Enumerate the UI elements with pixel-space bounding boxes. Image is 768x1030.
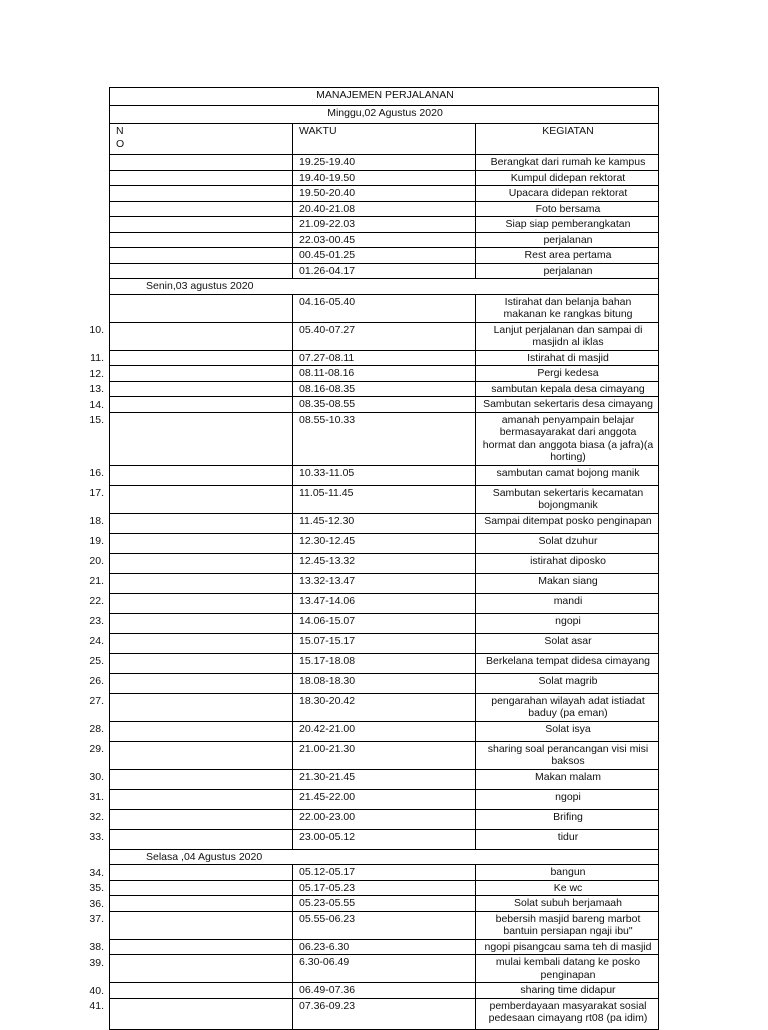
cell-waktu: 21.00-21.30 xyxy=(293,741,476,769)
cell-no xyxy=(110,939,293,955)
row-number: 21. xyxy=(89,575,104,587)
cell-waktu: 21.09-22.03 xyxy=(293,217,476,233)
cell-kegiatan: pemberdayaan masyarakat sosial pedesaan cimayang rt08 (pa idim) xyxy=(476,998,659,1029)
cell-no xyxy=(110,186,293,202)
row-number: 27. xyxy=(89,695,104,707)
cell-waktu: 13.47-14.06 xyxy=(293,593,476,613)
table-row xyxy=(110,741,659,769)
row-number: 22. xyxy=(89,595,104,607)
table-row xyxy=(110,693,659,721)
cell-kegiatan: istirahat diposko xyxy=(476,553,659,573)
table-row xyxy=(110,721,659,741)
cell-kegiatan: sambutan camat bojong manik xyxy=(476,465,659,485)
cell-no xyxy=(110,809,293,829)
cell-no xyxy=(110,485,293,513)
cell-waktu: 12.45-13.32 xyxy=(293,553,476,573)
cell-waktu: 12.30-12.45 xyxy=(293,533,476,553)
row-number: 20. xyxy=(89,555,104,567)
cell-waktu: 14.06-15.07 xyxy=(293,613,476,633)
header-no-line2: O xyxy=(116,137,125,150)
cell-waktu: 22.00-23.00 xyxy=(293,809,476,829)
cell-waktu: 21.30-21.45 xyxy=(293,769,476,789)
cell-kegiatan: Solat magrib xyxy=(476,673,659,693)
row-number: 41. xyxy=(89,1000,104,1012)
cell-waktu: 15.07-15.17 xyxy=(293,633,476,653)
cell-no xyxy=(110,911,293,939)
cell-no xyxy=(110,896,293,912)
cell-waktu: 6.30-06.49 xyxy=(293,955,476,983)
cell-no xyxy=(110,789,293,809)
cell-no xyxy=(110,553,293,573)
cell-no xyxy=(110,769,293,789)
cell-waktu: 22.03-00.45 xyxy=(293,232,476,248)
table-row xyxy=(110,263,659,279)
cell-no xyxy=(110,829,293,849)
table-row xyxy=(110,186,659,202)
cell-no xyxy=(110,381,293,397)
cell-kegiatan: Brifing xyxy=(476,809,659,829)
cell-no xyxy=(110,633,293,653)
table-row xyxy=(110,896,659,912)
cell-kegiatan: mulai kembali datang ke posko penginapan xyxy=(476,955,659,983)
cell-kegiatan: Kumpul didepan rektorat xyxy=(476,170,659,186)
row-number: 36. xyxy=(89,897,104,910)
cell-no xyxy=(110,465,293,485)
header-row xyxy=(110,124,659,155)
cell-waktu: 04.16-05.40 xyxy=(293,294,476,322)
cell-no xyxy=(110,653,293,673)
cell-no xyxy=(110,513,293,533)
cell-waktu: 05.23-05.55 xyxy=(293,896,476,912)
row-number: 30. xyxy=(89,771,104,783)
cell-waktu: 13.32-13.47 xyxy=(293,573,476,593)
cell-kegiatan: Solat subuh berjamaah xyxy=(476,896,659,912)
schedule-table xyxy=(109,87,659,1030)
table-row xyxy=(110,397,659,413)
cell-waktu: 11.45-12.30 xyxy=(293,513,476,533)
row-number: 25. xyxy=(89,655,104,667)
cell-waktu: 07.36-09.23 xyxy=(293,998,476,1029)
cell-kegiatan: Lanjut perjalanan dan sampai di masjidn al iklas xyxy=(476,322,659,350)
cell-kegiatan: Pergi kedesa xyxy=(476,366,659,382)
cell-kegiatan: Ke wc xyxy=(476,880,659,896)
cell-no xyxy=(110,217,293,233)
cell-waktu: 01.26-04.17 xyxy=(293,263,476,279)
cell-waktu: 18.08-18.30 xyxy=(293,673,476,693)
row-number: 35. xyxy=(89,882,104,894)
table-row xyxy=(110,412,659,465)
cell-kegiatan: Foto bersama xyxy=(476,201,659,217)
cell-waktu: 08.55-10.33 xyxy=(293,412,476,465)
header-no-line1: N xyxy=(116,125,124,137)
table-row xyxy=(110,533,659,553)
cell-no xyxy=(110,232,293,248)
cell-waktu: 08.16-08.35 xyxy=(293,381,476,397)
cell-kegiatan: perjalanan xyxy=(476,232,659,248)
table-row xyxy=(110,829,659,849)
cell-waktu: 06.49-07.36 xyxy=(293,983,476,999)
cell-kegiatan: Solat isya xyxy=(476,721,659,741)
table-row xyxy=(110,485,659,513)
day-title-row xyxy=(110,106,659,124)
cell-kegiatan: bangun xyxy=(476,865,659,881)
row-number: 26. xyxy=(89,675,104,687)
cell-waktu: 08.11-08.16 xyxy=(293,366,476,382)
table-row xyxy=(110,465,659,485)
cell-waktu: 23.00-05.12 xyxy=(293,829,476,849)
cell-waktu: 11.05-11.45 xyxy=(293,485,476,513)
table-row xyxy=(110,653,659,673)
cell-kegiatan: Solat asar xyxy=(476,633,659,653)
table-row xyxy=(110,673,659,693)
table-row xyxy=(110,911,659,939)
cell-waktu: 05.17-05.23 xyxy=(293,880,476,896)
table-row xyxy=(110,322,659,350)
day-label: Senin,03 agustus 2020 xyxy=(110,279,659,295)
cell-no xyxy=(110,880,293,896)
day-row xyxy=(110,279,659,295)
cell-waktu: 20.42-21.00 xyxy=(293,721,476,741)
cell-kegiatan: ngopi xyxy=(476,789,659,809)
cell-kegiatan: sharing soal perancangan visi misi baksos xyxy=(476,741,659,769)
cell-kegiatan: perjalanan xyxy=(476,263,659,279)
cell-no xyxy=(110,613,293,633)
day-row xyxy=(110,849,659,865)
cell-no xyxy=(110,412,293,465)
table-row xyxy=(110,573,659,593)
cell-no xyxy=(110,322,293,350)
table-row xyxy=(110,955,659,983)
table-row xyxy=(110,201,659,217)
schedule-table-wrapper xyxy=(109,87,659,1030)
cell-kegiatan: Sambutan sekertaris desa cimayang xyxy=(476,397,659,413)
table-row xyxy=(110,998,659,1029)
cell-no xyxy=(110,155,293,171)
row-number: 29. xyxy=(89,743,104,755)
row-number: 37. xyxy=(89,913,104,925)
cell-waktu: 00.45-01.25 xyxy=(293,248,476,264)
table-row xyxy=(110,381,659,397)
table-row xyxy=(110,769,659,789)
cell-no xyxy=(110,350,293,366)
row-number: 32. xyxy=(89,811,104,823)
cell-kegiatan: Solat dzuhur xyxy=(476,533,659,553)
cell-no xyxy=(110,294,293,322)
cell-no xyxy=(110,248,293,264)
cell-no xyxy=(110,201,293,217)
cell-waktu: 19.25-19.40 xyxy=(293,155,476,171)
cell-waktu: 06.23-6.30 xyxy=(293,939,476,955)
table-row xyxy=(110,789,659,809)
cell-kegiatan: sambutan kepala desa cimayang xyxy=(476,381,659,397)
cell-no xyxy=(110,741,293,769)
row-number: 28. xyxy=(89,723,104,735)
cell-no xyxy=(110,593,293,613)
cell-waktu: 10.33-11.05 xyxy=(293,465,476,485)
cell-no xyxy=(110,573,293,593)
cell-waktu: 08.35-08.55 xyxy=(293,397,476,413)
table-row xyxy=(110,983,659,999)
cell-kegiatan: Makan siang xyxy=(476,573,659,593)
cell-waktu: 15.17-18.08 xyxy=(293,653,476,673)
cell-waktu: 19.50-20.40 xyxy=(293,186,476,202)
cell-kegiatan: Sambutan sekertaris kecamatan bojongmanik xyxy=(476,485,659,513)
table-row xyxy=(110,232,659,248)
cell-kegiatan: sharing time didapur xyxy=(476,983,659,999)
title-row xyxy=(110,88,659,106)
cell-kegiatan: bebersih masjid bareng marbot bantuin persiapan ngaji ibu" xyxy=(476,911,659,939)
cell-waktu: 07.27-08.11 xyxy=(293,350,476,366)
cell-no xyxy=(110,998,293,1029)
header-waktu: WAKTU xyxy=(293,124,476,155)
header-no xyxy=(110,124,293,155)
first-day-title: Minggu,02 Agustus 2020 xyxy=(110,106,659,124)
cell-kegiatan: amanah penyampain belajar bermasayarakat dari anggota hormat dan anggota biasa (a jafra)(a horting) xyxy=(476,412,659,465)
cell-kegiatan: Sampai ditempat posko penginapan xyxy=(476,513,659,533)
table-row xyxy=(110,553,659,573)
cell-no xyxy=(110,865,293,881)
cell-no xyxy=(110,170,293,186)
table-row xyxy=(110,880,659,896)
cell-kegiatan: Berkelana tempat didesa cimayang xyxy=(476,653,659,673)
row-number: 10. xyxy=(89,324,104,336)
cell-kegiatan: Istirahat di masjid xyxy=(476,350,659,366)
row-number: 34. xyxy=(89,866,104,879)
row-number: 33. xyxy=(89,831,104,843)
cell-kegiatan: Upacara didepan rektorat xyxy=(476,186,659,202)
cell-no xyxy=(110,983,293,999)
row-number: 38. xyxy=(89,941,104,953)
cell-waktu: 05.12-05.17 xyxy=(293,865,476,881)
table-row xyxy=(110,366,659,382)
cell-no xyxy=(110,673,293,693)
cell-kegiatan: mandi xyxy=(476,593,659,613)
table-row xyxy=(110,217,659,233)
row-number: 39. xyxy=(89,956,104,969)
row-number: 31. xyxy=(89,791,104,803)
document-title: MANAJEMEN PERJALANAN xyxy=(110,88,659,106)
cell-kegiatan: pengarahan wilayah adat istiadat baduy (pa eman) xyxy=(476,693,659,721)
row-number: 18. xyxy=(89,515,104,527)
day-label: Selasa ,04 Agustus 2020 xyxy=(110,849,659,865)
cell-kegiatan: Berangkat dari rumah ke kampus xyxy=(476,155,659,171)
cell-waktu: 21.45-22.00 xyxy=(293,789,476,809)
row-number: 11. xyxy=(90,352,104,364)
row-number: 17. xyxy=(89,487,104,499)
cell-kegiatan: Siap siap pemberangkatan xyxy=(476,217,659,233)
table-row xyxy=(110,809,659,829)
cell-no xyxy=(110,263,293,279)
table-row xyxy=(110,350,659,366)
table-row xyxy=(110,248,659,264)
row-number: 15. xyxy=(89,414,104,426)
cell-no xyxy=(110,533,293,553)
row-number: 24. xyxy=(89,635,104,647)
table-row xyxy=(110,513,659,533)
cell-kegiatan: tidur xyxy=(476,829,659,849)
header-kegiatan: KEGIATAN xyxy=(476,124,659,155)
cell-kegiatan: Rest area pertama xyxy=(476,248,659,264)
row-number: 13. xyxy=(89,383,104,395)
table-row xyxy=(110,294,659,322)
cell-waktu: 19.40-19.50 xyxy=(293,170,476,186)
row-number: 14. xyxy=(89,398,104,411)
cell-kegiatan: ngopi pisangcau sama teh di masjid xyxy=(476,939,659,955)
table-row xyxy=(110,633,659,653)
table-row xyxy=(110,613,659,633)
cell-waktu: 20.40-21.08 xyxy=(293,201,476,217)
row-number: 19. xyxy=(89,535,104,547)
cell-no xyxy=(110,693,293,721)
cell-no xyxy=(110,721,293,741)
row-number: 23. xyxy=(89,615,104,627)
table-row xyxy=(110,939,659,955)
table-row xyxy=(110,865,659,881)
cell-no xyxy=(110,397,293,413)
table-row xyxy=(110,593,659,613)
row-number: 12. xyxy=(89,367,104,380)
cell-waktu: 05.40-07.27 xyxy=(293,322,476,350)
cell-waktu: 18.30-20.42 xyxy=(293,693,476,721)
cell-kegiatan: Istirahat dan belanja bahan makanan ke rangkas bitung xyxy=(476,294,659,322)
cell-no xyxy=(110,366,293,382)
row-number: 40. xyxy=(89,984,104,997)
cell-kegiatan: ngopi xyxy=(476,613,659,633)
row-number: 16. xyxy=(89,467,104,479)
table-row xyxy=(110,170,659,186)
cell-no xyxy=(110,955,293,983)
cell-waktu: 05.55-06.23 xyxy=(293,911,476,939)
cell-kegiatan: Makan malam xyxy=(476,769,659,789)
table-row xyxy=(110,155,659,171)
